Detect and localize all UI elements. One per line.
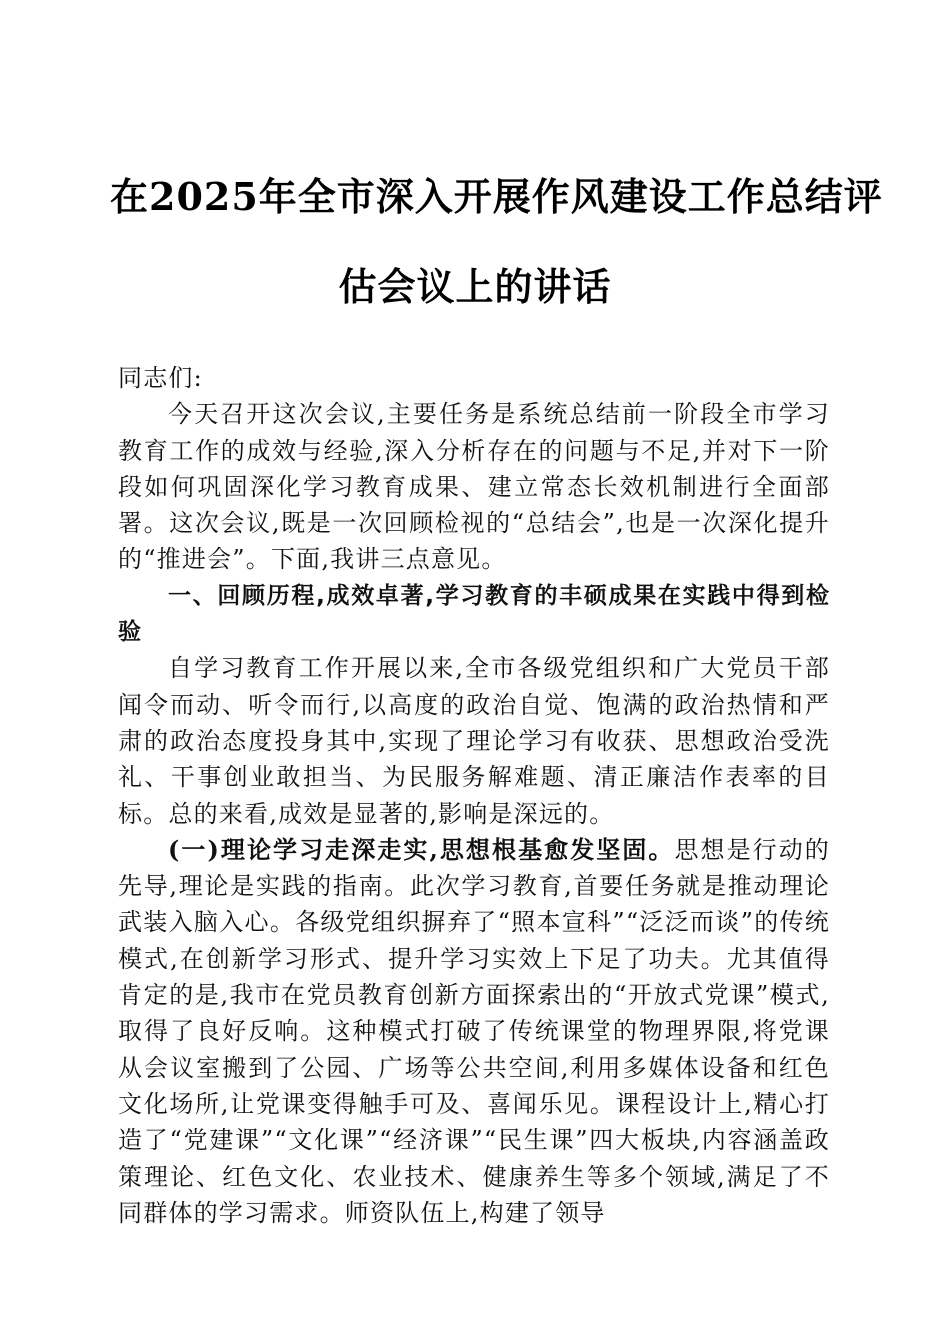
- salutation: 同志们:: [118, 364, 203, 392]
- intro-paragraph: 今天召开这次会议,主要任务是系统总结前一阶段全市学习教育工作的成效与经验,深入分析存在的问题与不足,并对下一阶段如何巩固深化学习教育成果、建立常态长效机制进行全面部署。这次会议,既是一次回顾检视的“总结会”,也是一次深化提升的“推进会”。下面,我讲三点意见。: [118, 400, 830, 574]
- document-body: [118, 360, 830, 1231]
- subsection-1-body: 思想是行动的先导,理论是实践的指南。此次学习教育,首要任务就是推动理论武装入脑入心。各级党组织摒弃了“照本宣科”“泛泛而谈”的传统模式,在创新学习形式、提升学习实效上下足了功夫。尤其值得肯定的是,我市在党员教育创新方面探索出的“开放式党课”模式,取得了良好反响。这种模式打破了传统课堂的物理界限,将党课从会议室搬到了公园、广场等公共空间,利用多媒体设备和红色文化场所,让党课变得触手可及、喜闻乐见。课程设计上,精心打造了“党建课”“文化课”“经济课”“民生课”四大板块,内容涵盖政策理论、红色文化、农业技术、健康养生等多个领域,满足了不同群体的学习需求。师资队伍上,构建了领导: [118, 835, 831, 1227]
- section-1-paragraph: 自学习教育工作开展以来,全市各级党组织和广大党员干部闻令而动、听令而行,以高度的政治自觉、饱满的政治热情和严肃的政治态度投身其中,实现了理论学习有收获、思想政治受洗礼、干事创业敢担当、为民服务解难题、清正廉洁作表率的目标。总的来看,成效是显著的,影响是深远的。: [118, 654, 830, 828]
- section-1-heading: 一、回顾历程,成效卓著,学习教育的丰硕成果在实践中得到检验: [118, 582, 830, 646]
- document-title-line-1: 在2025年全市深入开展作风建设工作总结评: [110, 174, 883, 219]
- document-title-line-2: 估会议上的讲话: [338, 264, 612, 309]
- subsection-1-paragraph: [118, 832, 830, 1231]
- subsection-1-heading: (一)理论学习走深走实,思想根基愈发坚固。: [168, 834, 675, 864]
